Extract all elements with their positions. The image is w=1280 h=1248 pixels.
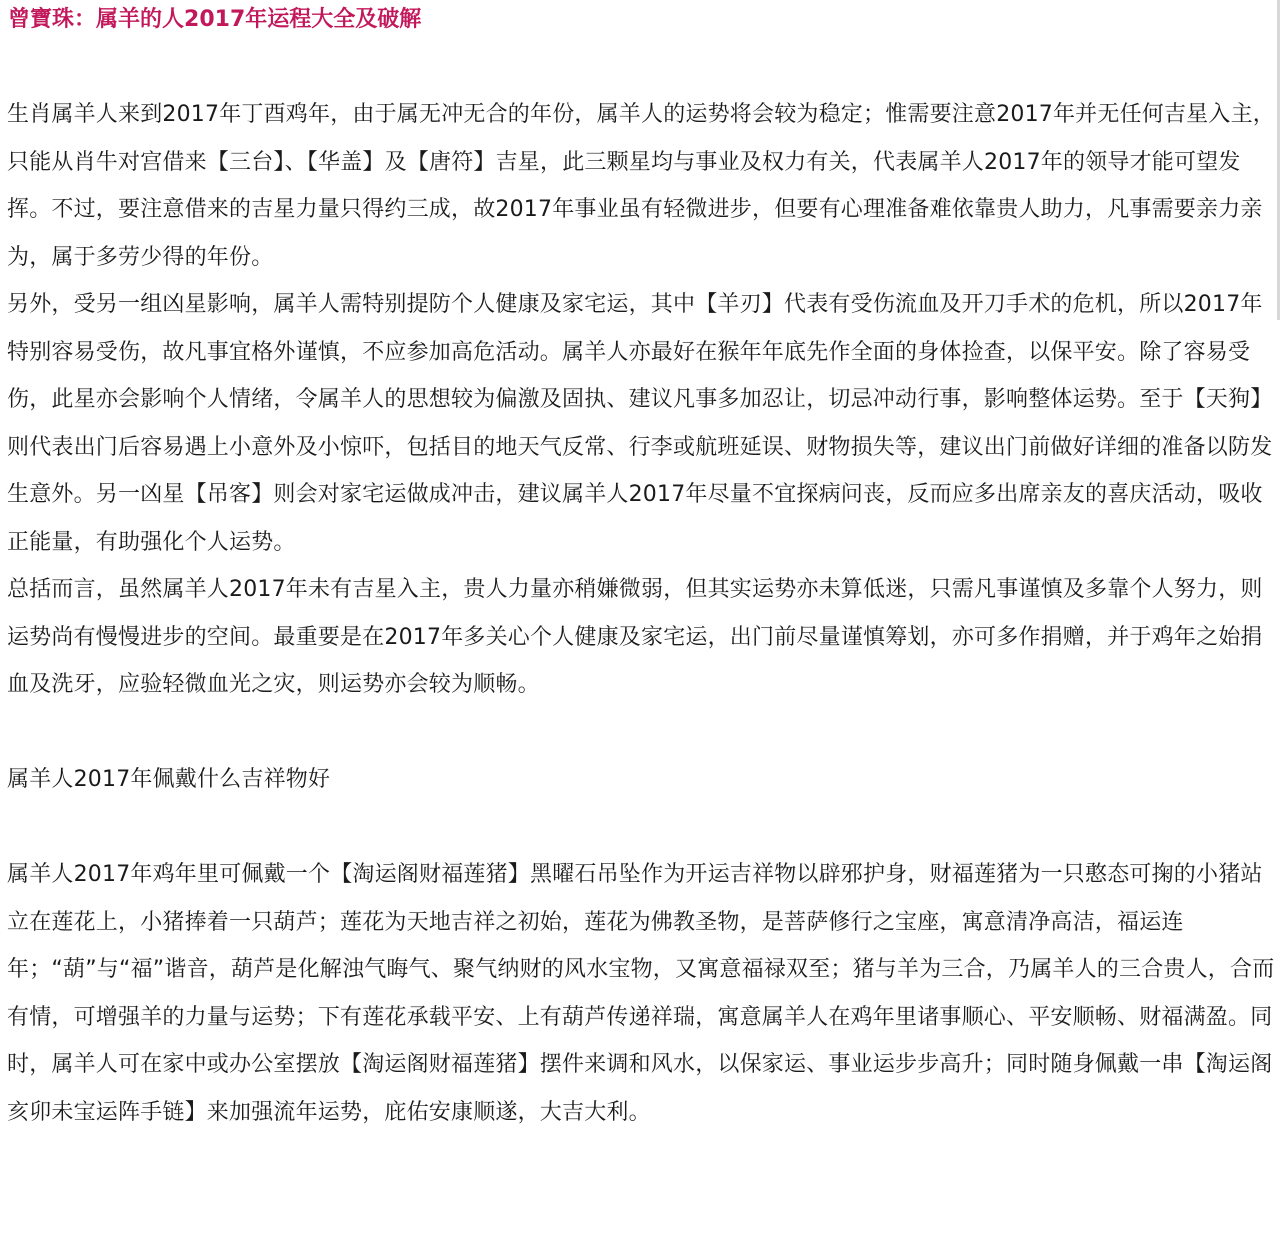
paragraph-mascot: 属羊人2017年鸡年里可佩戴一个【淘运阁财福莲猪】黑曜石吊坠作为开运吉祥物以辟邪护身，财福莲猪为一只憨态可掬的小猪站立在莲花上，小猪捧着一只葫芦；莲花为天地吉祥之初始，莲花为佛教圣物，是菩萨修行之宝座，寓意清净高洁，福运连年；“葫”与“福”谐音，葫芦是化解浊气晦气、聚气纳财的风水宝物，又寓意福禄双至；猪与羊为三合，乃属羊人的三合贵人，合而有情，可增强羊的力量与运势；下有莲花承载平安、上有葫芦传递祥瑞，寓意属羊人在鸡年里诸事顺心、平安顺畅、财福满盈。同时，属羊人可在家中或办公室摆放【淘运阁财福莲猪】摆件来调和风水，以保家运、事业运步步高升；同时随身佩戴一串【淘运阁亥卯未宝运阵手链】来加强流年运势，庇佑安康顺遂，大吉大利。 <box>7 862 1275 1125</box>
title-text: 属羊的人2017年运程大全及破解 <box>96 7 422 32</box>
title-author-prefix: 曾寶珠： <box>8 7 97 32</box>
paragraph-intro: 生肖属羊人来到2017年丁酉鸡年，由于属无冲无合的年份，属羊人的运势将会较为稳定；惟需要注意2017年并无任何吉星入主，只能从肖牛对宫借来【三台】、【华盖】及【唐符】吉星，此三颗星均与事业及权力有关，代表属羊人2017年的领导才能可望发挥。不过，要注意借来的吉星力量只得约三成，故2017年事业虽有轻微进步，但要有心理准备难依靠贵人助力，凡事需要亲力亲为，属于多劳少得的年份。 <box>7 102 1275 270</box>
article-title <box>8 4 421 36</box>
section-heading: 属羊人2017年佩戴什么吉祥物好 <box>7 767 331 792</box>
paragraph-inauspicious-stars: 另外，受另一组凶星影响，属羊人需特别提防个人健康及家宅运，其中【羊刃】代表有受伤流血及开刀手术的危机，所以2017年特别容易受伤，故凡事宜格外谨慎，不应参加高危活动。属羊人亦最好在猴年年底先作全面的身体捡查，以保平安。除了容易受伤，此星亦会影响个人情绪，令属羊人的思想较为偏激及固执、建议凡事多加忍让，切忌冲动行事，影响整体运势。至于【天狗】则代表出门后容易遇上小意外及小惊吓，包括目的地天气反常、行李或航班延误、财物损失等，建议出门前做好详细的准备以防发生意外。另一凶星【吊客】则会对家宅运做成冲击，建议属羊人2017年尽量不宜探病问丧，反而应多出席亲友的喜庆活动，吸收正能量，有助强化个人运势。 <box>7 292 1273 555</box>
paragraph-summary: 总括而言，虽然属羊人2017年未有吉星入主，贵人力量亦稍嫌微弱，但其实运势亦未算低迷，只需凡事谨慎及多靠个人努力，则运势尚有慢慢进步的空间。最重要是在2017年多关心个人健康及家宅运，出门前尽量谨慎筹划，亦可多作捐赠，并于鸡年之始捐血及洗牙，应验轻微血光之灾，则运势亦会较为顺畅。 <box>7 577 1263 697</box>
